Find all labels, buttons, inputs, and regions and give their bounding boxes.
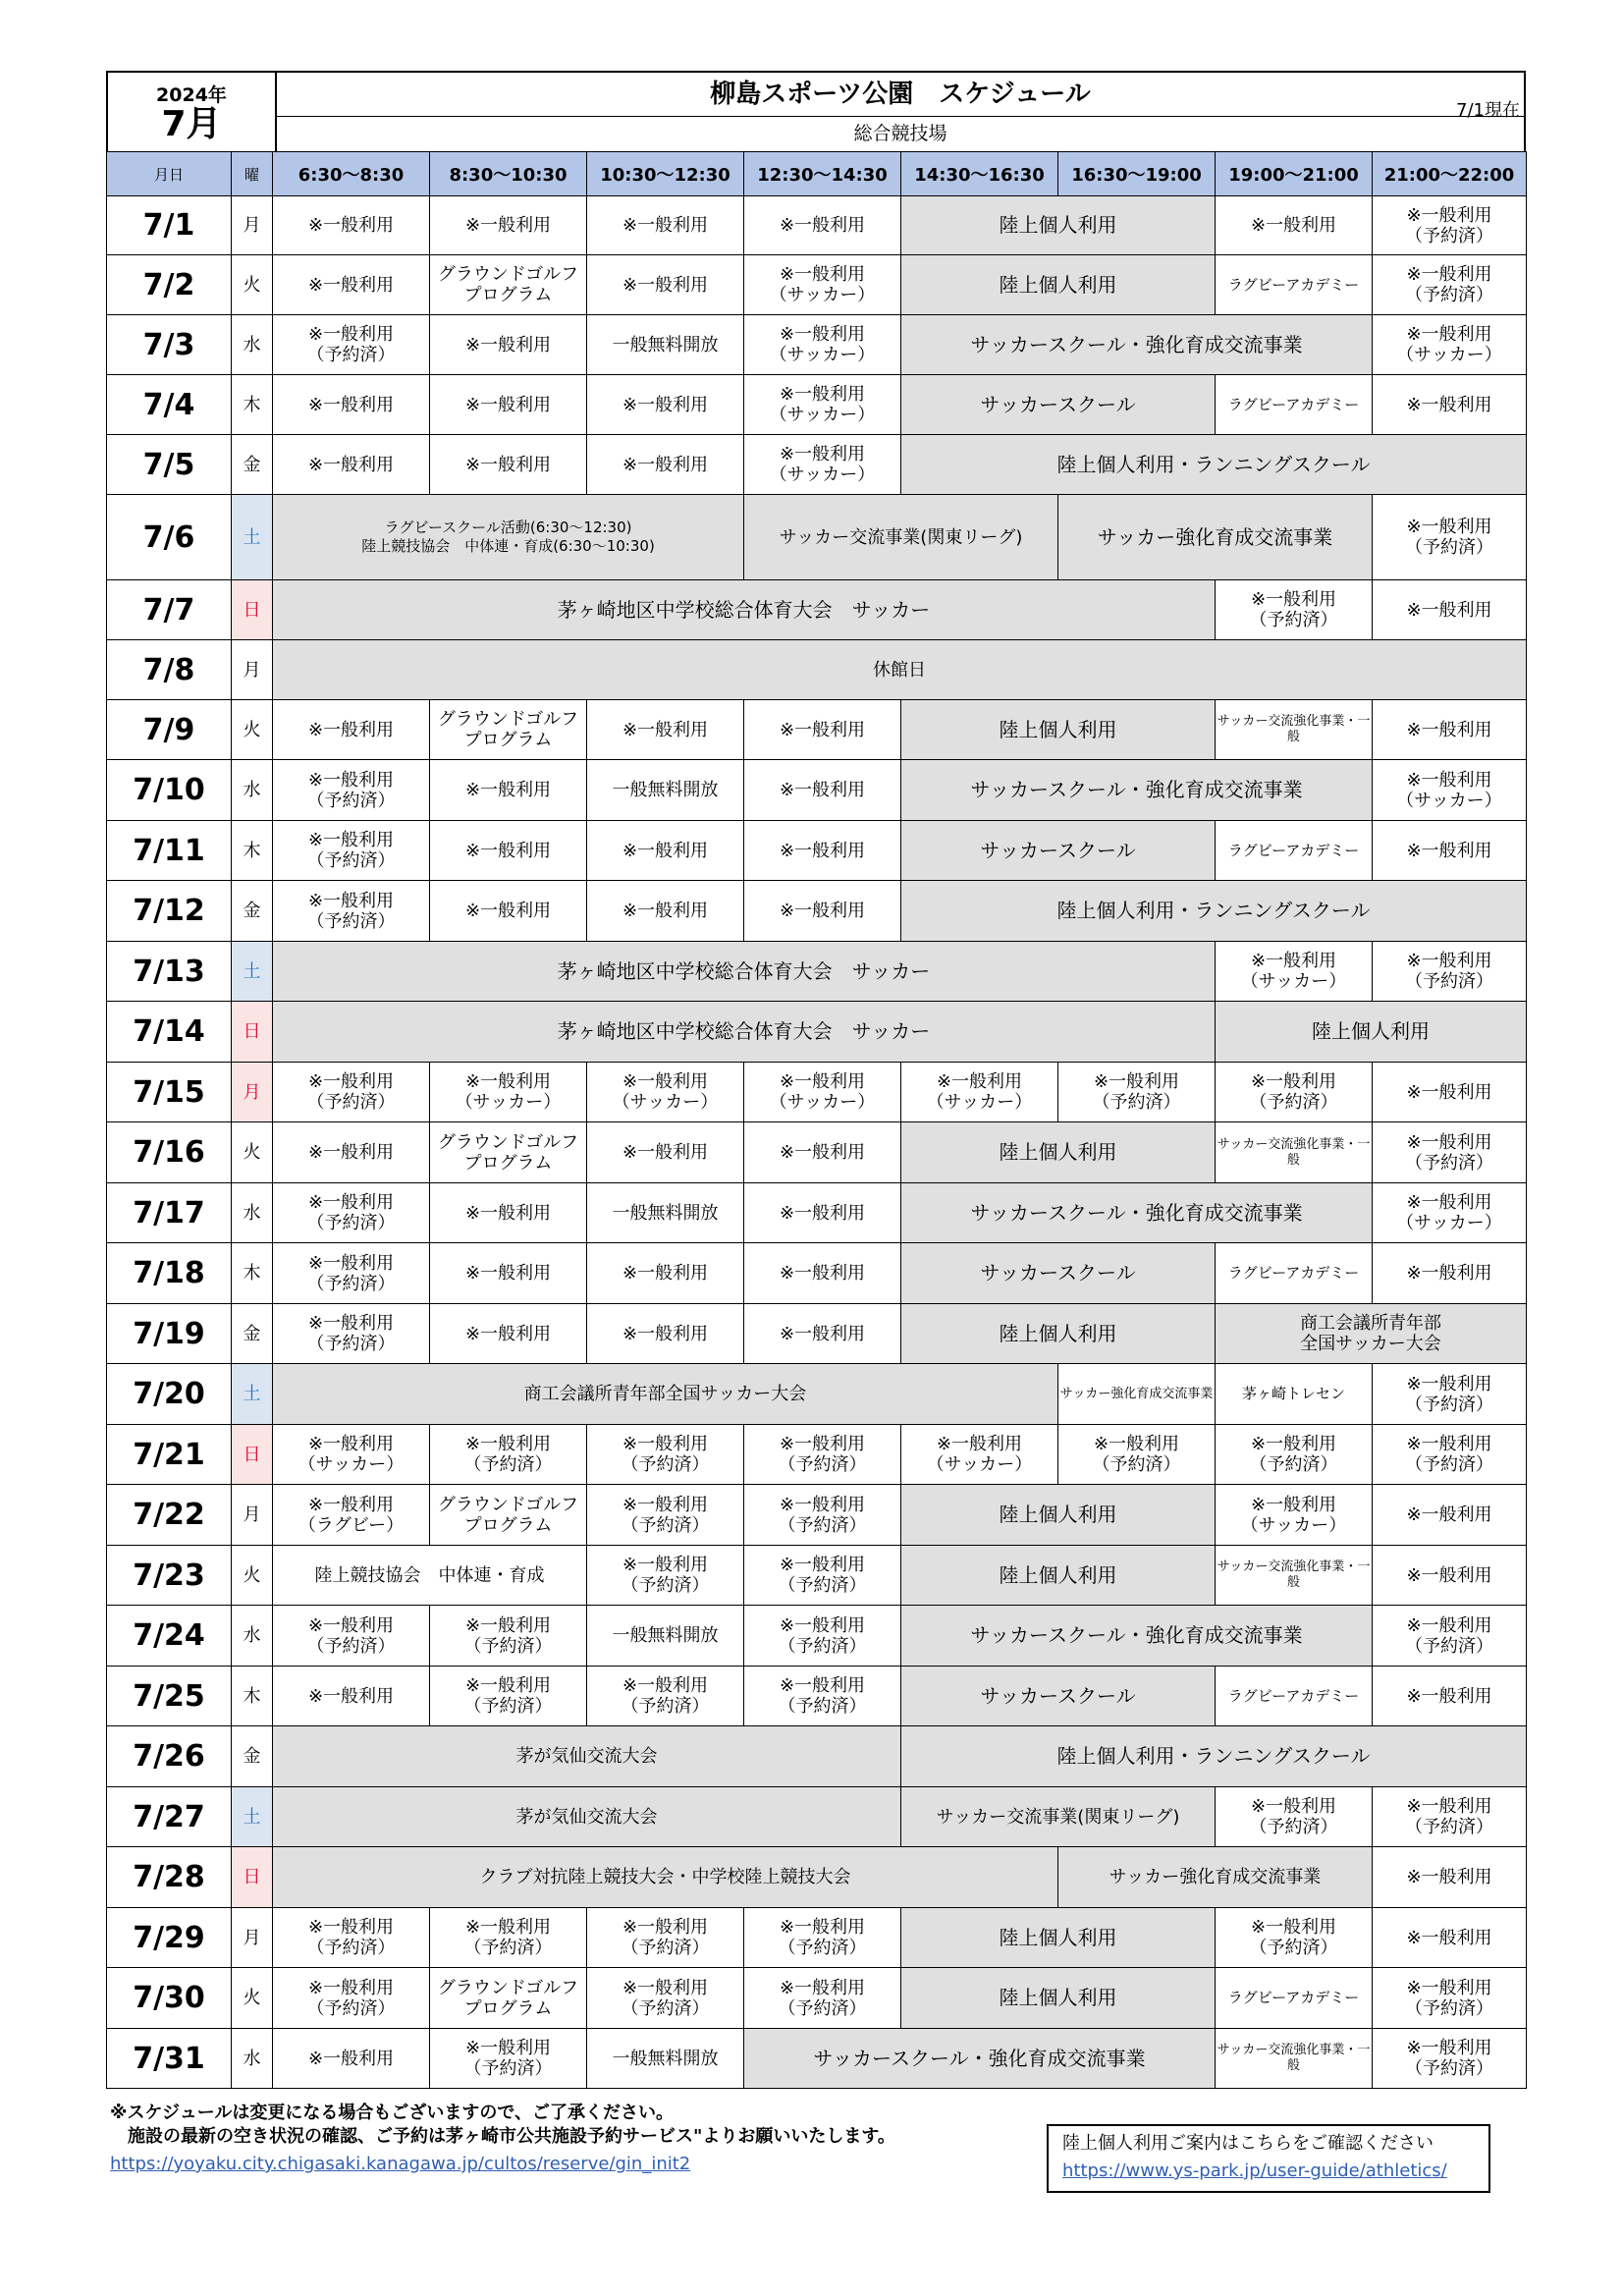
month-label: 7月 — [161, 104, 222, 144]
row-date: 7/29 — [107, 1908, 232, 1968]
row-date: 7/24 — [107, 1606, 232, 1667]
row-date: 7/18 — [107, 1243, 232, 1304]
schedule-cell: ※一般利用 — [587, 821, 744, 881]
row-date: 7/21 — [107, 1425, 232, 1485]
schedule-cell: ※一般利用 （予約済） — [1373, 495, 1527, 580]
schedule-cell: ラグビーアカデミー — [1216, 821, 1373, 881]
schedule-cell: 茅が気仙交流大会 — [273, 1787, 901, 1847]
schedule-cell: サッカースクール — [901, 1243, 1216, 1304]
schedule-cell: ※一般利用 （予約済） — [587, 1425, 744, 1485]
row-weekday: 日 — [232, 1847, 273, 1908]
schedule-cell: ※一般利用 — [587, 1243, 744, 1304]
schedule-cell: 茅が気仙交流大会 — [273, 1726, 901, 1787]
schedule-row — [107, 1243, 1527, 1304]
schedule-row — [107, 1667, 1527, 1726]
schedule-cell: ※一般利用 — [587, 196, 744, 255]
row-weekday: 土 — [232, 495, 273, 580]
schedule-cell: ※一般利用 （予約済） — [430, 1425, 587, 1485]
row-weekday: 月 — [232, 196, 273, 255]
schedule-row — [107, 196, 1527, 255]
time-slot-header: 6:30～8:30 — [273, 152, 430, 196]
schedule-row — [107, 1063, 1527, 1122]
row-weekday: 日 — [232, 1002, 273, 1063]
row-weekday: 金 — [232, 1726, 273, 1787]
row-date: 7/10 — [107, 760, 232, 821]
row-date: 7/16 — [107, 1122, 232, 1183]
schedule-cell: ラグビーアカデミー — [1216, 255, 1373, 315]
schedule-cell: ※一般利用 （予約済） — [1216, 1908, 1373, 1968]
schedule-cell: 休館日 — [273, 640, 1527, 700]
row-weekday: 水 — [232, 1183, 273, 1243]
day-column-header: 曜 — [232, 152, 273, 196]
schedule-row — [107, 580, 1527, 640]
time-slot-header: 19:00～21:00 — [1216, 152, 1373, 196]
schedule-row — [107, 1847, 1527, 1908]
schedule-row — [107, 2029, 1527, 2089]
row-date: 7/17 — [107, 1183, 232, 1243]
row-weekday: 火 — [232, 1968, 273, 2029]
schedule-cell: ※一般利用 （予約済） — [273, 1304, 430, 1364]
schedule-table — [106, 151, 1527, 2089]
schedule-cell: サッカー交流強化事業・一般 — [1216, 2029, 1373, 2089]
schedule-cell: サッカー強化育成交流事業 — [1058, 1847, 1373, 1908]
schedule-cell: ※一般利用 （予約済） — [1216, 1787, 1373, 1847]
schedule-cell: サッカースクール — [901, 1667, 1216, 1726]
row-date: 7/11 — [107, 821, 232, 881]
schedule-row — [107, 375, 1527, 435]
schedule-cell: ※一般利用 （予約済） — [273, 1606, 430, 1667]
schedule-cell: サッカースクール・強化育成交流事業 — [901, 1183, 1373, 1243]
schedule-cell: ※一般利用 — [1373, 1667, 1527, 1726]
schedule-row — [107, 700, 1527, 760]
schedule-cell: ※一般利用 — [744, 821, 901, 881]
row-date: 7/20 — [107, 1364, 232, 1425]
schedule-cell: ※一般利用 （予約済） — [1373, 255, 1527, 315]
schedule-cell: ※一般利用 — [1373, 1485, 1527, 1546]
schedule-row — [107, 1485, 1527, 1546]
schedule-cell: ※一般利用 — [587, 881, 744, 942]
row-weekday: 木 — [232, 1243, 273, 1304]
row-weekday: 月 — [232, 1485, 273, 1546]
schedule-cell: ※一般利用 （予約済） — [430, 1667, 587, 1726]
schedule-cell: ※一般利用 （予約済） — [1058, 1425, 1216, 1485]
row-date: 7/4 — [107, 375, 232, 435]
row-weekday: 水 — [232, 315, 273, 375]
footer-note-2: 施設の最新の空き状況の確認、ご予約は茅ヶ崎市公共施設予約サービス"よりお願いいたします。 — [110, 2126, 895, 2147]
schedule-cell: ※一般利用 — [430, 315, 587, 375]
row-weekday: 月 — [232, 640, 273, 700]
schedule-cell: ※一般利用 — [273, 435, 430, 495]
schedule-cell: ※一般利用 （予約済） — [587, 1908, 744, 1968]
schedule-cell: 茅ヶ崎トレセン — [1216, 1364, 1373, 1425]
schedule-cell: ※一般利用 （予約済） — [744, 1908, 901, 1968]
row-weekday: 金 — [232, 435, 273, 495]
athletics-info-box — [1047, 2124, 1490, 2193]
schedule-cell: サッカースクール・強化育成交流事業 — [901, 315, 1373, 375]
athletics-info-link[interactable]: https://www.ys-park.jp/user-guide/athletics/ — [1062, 2160, 1447, 2181]
row-date: 7/19 — [107, 1304, 232, 1364]
schedule-cell: 陸上個人利用・ランニングスクール — [901, 435, 1527, 495]
schedule-cell: ※一般利用 （予約済） — [1373, 1787, 1527, 1847]
date-column-header: 月日 — [107, 152, 232, 196]
schedule-cell: 一般無料開放 — [587, 2029, 744, 2089]
schedule-row — [107, 315, 1527, 375]
schedule-cell: ※一般利用 — [1373, 375, 1527, 435]
time-slot-header: 21:00～22:00 — [1373, 152, 1527, 196]
schedule-cell: ※一般利用 （予約済） — [587, 1485, 744, 1546]
schedule-cell: 陸上個人利用 — [901, 1908, 1216, 1968]
schedule-cell: 茅ヶ崎地区中学校総合体育大会 サッカー — [273, 942, 1216, 1002]
schedule-cell: サッカースクール — [901, 375, 1216, 435]
schedule-cell: グラウンドゴルフ プログラム — [430, 255, 587, 315]
schedule-cell: ※一般利用 — [587, 435, 744, 495]
schedule-cell: ※一般利用 （予約済） — [744, 1667, 901, 1726]
schedule-cell: 商工会議所青年部 全国サッカー大会 — [1216, 1304, 1527, 1364]
schedule-cell: ※一般利用 — [587, 700, 744, 760]
schedule-cell: ※一般利用 — [587, 1122, 744, 1183]
schedule-row — [107, 821, 1527, 881]
schedule-cell: ※一般利用 — [744, 881, 901, 942]
schedule-cell: ※一般利用 — [430, 375, 587, 435]
schedule-cell: ※一般利用 （予約済） — [744, 1546, 901, 1606]
schedule-cell: クラブ対抗陸上競技大会・中学校陸上競技大会 — [273, 1847, 1058, 1908]
schedule-cell: ※一般利用 — [587, 255, 744, 315]
schedule-cell: ※一般利用 — [273, 196, 430, 255]
schedule-row — [107, 255, 1527, 315]
schedule-cell: ※一般利用 — [430, 196, 587, 255]
schedule-row — [107, 1546, 1527, 1606]
schedule-row — [107, 1364, 1527, 1425]
row-weekday: 月 — [232, 1908, 273, 1968]
schedule-cell: ※一般利用 （予約済） — [430, 1908, 587, 1968]
row-weekday: 土 — [232, 1787, 273, 1847]
schedule-row — [107, 435, 1527, 495]
schedule-cell: ※一般利用 （サッカー） — [744, 435, 901, 495]
footer-note-1: ※スケジュールは変更になる場合もございますので、ご了承ください。 — [110, 2103, 675, 2123]
schedule-cell: ※一般利用 （予約済） — [587, 1667, 744, 1726]
schedule-cell: ※一般利用 （予約済） — [273, 1908, 430, 1968]
schedule-cell: 陸上個人利用 — [901, 1485, 1216, 1546]
schedule-cell: ラグビーアカデミー — [1216, 375, 1373, 435]
schedule-cell: ※一般利用 — [587, 375, 744, 435]
page-title: 柳島スポーツ公園 スケジュール — [277, 73, 1524, 117]
schedule-cell: 一般無料開放 — [587, 760, 744, 821]
row-date: 7/31 — [107, 2029, 232, 2089]
row-weekday: 金 — [232, 881, 273, 942]
schedule-cell: ※一般利用 （サッカー） — [901, 1425, 1058, 1485]
athletics-info-title: 陸上個人利用ご案内はこちらをご確認ください — [1062, 2133, 1434, 2154]
schedule-cell: ラグビーアカデミー — [1216, 1667, 1373, 1726]
schedule-row — [107, 640, 1527, 700]
time-slot-header: 10:30～12:30 — [587, 152, 744, 196]
schedule-cell: グラウンドゴルフ プログラム — [430, 1485, 587, 1546]
schedule-cell: サッカー交流強化事業・一般 — [1216, 700, 1373, 760]
row-date: 7/9 — [107, 700, 232, 760]
schedule-cell: ※一般利用 — [1373, 580, 1527, 640]
schedule-cell: ※一般利用 — [744, 1183, 901, 1243]
schedule-cell: ラグビーアカデミー — [1216, 1968, 1373, 2029]
schedule-cell: サッカー強化育成交流事業 — [1058, 495, 1373, 580]
row-date: 7/13 — [107, 942, 232, 1002]
schedule-row — [107, 881, 1527, 942]
row-weekday: 火 — [232, 255, 273, 315]
schedule-cell: ※一般利用 — [273, 375, 430, 435]
row-weekday: 火 — [232, 700, 273, 760]
schedule-cell: ※一般利用 — [1373, 700, 1527, 760]
schedule-cell: ※一般利用 — [1373, 1243, 1527, 1304]
schedule-cell: ※一般利用 （ラグビー） — [273, 1485, 430, 1546]
schedule-row — [107, 495, 1527, 580]
schedule-cell: サッカー強化育成交流事業 — [1058, 1364, 1216, 1425]
schedule-cell: 陸上個人利用・ランニングスクール — [901, 881, 1527, 942]
schedule-cell: ※一般利用 （予約済） — [273, 1183, 430, 1243]
schedule-row — [107, 1908, 1527, 1968]
schedule-cell: ※一般利用 — [273, 1667, 430, 1726]
row-weekday: 木 — [232, 1667, 273, 1726]
schedule-cell: 陸上個人利用 — [901, 1546, 1216, 1606]
schedule-cell: ※一般利用 — [1373, 1546, 1527, 1606]
schedule-cell: ※一般利用 （予約済） — [744, 1425, 901, 1485]
row-date: 7/22 — [107, 1485, 232, 1546]
schedule-cell: ※一般利用 — [273, 2029, 430, 2089]
schedule-cell: サッカー交流強化事業・一般 — [1216, 1546, 1373, 1606]
schedule-cell: サッカースクール・強化育成交流事業 — [744, 2029, 1216, 2089]
schedule-cell: ※一般利用 — [273, 1122, 430, 1183]
schedule-cell: ※一般利用 （予約済） — [1216, 1063, 1373, 1122]
row-weekday: 木 — [232, 821, 273, 881]
row-weekday: 金 — [232, 1304, 273, 1364]
schedule-row — [107, 1304, 1527, 1364]
row-date: 7/23 — [107, 1546, 232, 1606]
schedule-row — [107, 1606, 1527, 1667]
schedule-cell: 陸上個人利用・ランニングスクール — [901, 1726, 1527, 1787]
schedule-cell: ※一般利用 — [1373, 821, 1527, 881]
schedule-cell: 一般無料開放 — [587, 315, 744, 375]
row-date: 7/26 — [107, 1726, 232, 1787]
row-date: 7/5 — [107, 435, 232, 495]
schedule-row — [107, 1787, 1527, 1847]
schedule-cell: ※一般利用 — [744, 1122, 901, 1183]
time-slot-header: 14:30～16:30 — [901, 152, 1058, 196]
schedule-cell: ※一般利用 （サッカー） — [1216, 942, 1373, 1002]
row-weekday: 火 — [232, 1546, 273, 1606]
schedule-row — [107, 942, 1527, 1002]
schedule-cell: ※一般利用 （予約済） — [1058, 1063, 1216, 1122]
schedule-cell: ※一般利用 （予約済） — [1373, 196, 1527, 255]
schedule-row — [107, 760, 1527, 821]
schedule-cell: ※一般利用 （予約済） — [1373, 1968, 1527, 2029]
time-slot-header: 16:30～19:00 — [1058, 152, 1216, 196]
row-date: 7/14 — [107, 1002, 232, 1063]
row-weekday: 土 — [232, 942, 273, 1002]
schedule-cell: ※一般利用 （予約済） — [1373, 1122, 1527, 1183]
schedule-cell: 一般無料開放 — [587, 1606, 744, 1667]
schedule-cell: ※一般利用 （予約済） — [1373, 1606, 1527, 1667]
schedule-cell: サッカー交流事業(関東リーグ) — [744, 495, 1058, 580]
schedule-cell: ※一般利用 （予約済） — [1216, 1425, 1373, 1485]
schedule-cell: ※一般利用 — [744, 700, 901, 760]
row-weekday: 水 — [232, 760, 273, 821]
schedule-cell: ラグビースクール活動(6:30～12:30) 陸上競技協会 中体連・育成(6:30～10:30) — [273, 495, 744, 580]
reservation-link[interactable]: https://yoyaku.city.chigasaki.kanagawa.jp/cultos/reserve/gin_init2 — [110, 2154, 691, 2174]
schedule-cell: ※一般利用 （予約済） — [744, 1968, 901, 2029]
schedule-row — [107, 1122, 1527, 1183]
row-weekday: 木 — [232, 375, 273, 435]
schedule-header — [106, 71, 1526, 153]
schedule-cell: 陸上個人利用 — [901, 1968, 1216, 2029]
as-of-date: 7/1現在 — [1456, 100, 1520, 121]
schedule-cell: ※一般利用 （予約済） — [273, 1243, 430, 1304]
schedule-cell: ※一般利用 （予約済） — [1216, 580, 1373, 640]
schedule-cell: ※一般利用 （予約済） — [273, 821, 430, 881]
schedule-cell: ※一般利用 — [430, 760, 587, 821]
schedule-cell: 商工会議所青年部全国サッカー大会 — [273, 1364, 1058, 1425]
schedule-cell: ※一般利用 （サッカー） — [901, 1063, 1058, 1122]
schedule-cell: 陸上個人利用 — [901, 196, 1216, 255]
row-date: 7/7 — [107, 580, 232, 640]
row-date: 7/2 — [107, 255, 232, 315]
row-weekday: 火 — [232, 1122, 273, 1183]
schedule-cell: サッカースクール・強化育成交流事業 — [901, 1606, 1373, 1667]
row-date: 7/30 — [107, 1968, 232, 2029]
row-weekday: 水 — [232, 2029, 273, 2089]
schedule-cell: 陸上競技協会 中体連・育成 — [273, 1546, 587, 1606]
schedule-cell: ※一般利用 （サッカー） — [1373, 760, 1527, 821]
row-weekday: 日 — [232, 1425, 273, 1485]
schedule-cell: ※一般利用 （予約済） — [273, 760, 430, 821]
schedule-cell: ※一般利用 （サッカー） — [430, 1063, 587, 1122]
schedule-cell: ※一般利用 — [744, 1243, 901, 1304]
schedule-cell: ※一般利用 （予約済） — [273, 1968, 430, 2029]
schedule-cell: ※一般利用 （予約済） — [430, 1606, 587, 1667]
schedule-cell: ※一般利用 — [430, 1304, 587, 1364]
schedule-cell: ※一般利用 — [1373, 1908, 1527, 1968]
schedule-cell: ※一般利用 （予約済） — [587, 1968, 744, 2029]
schedule-cell: ※一般利用 （予約済） — [1373, 1364, 1527, 1425]
schedule-cell: ※一般利用 — [430, 1183, 587, 1243]
row-weekday: 水 — [232, 1606, 273, 1667]
schedule-cell: ※一般利用 （予約済） — [1373, 2029, 1527, 2089]
schedule-cell: ※一般利用 — [273, 700, 430, 760]
schedule-cell: サッカー交流事業(関東リーグ) — [901, 1787, 1216, 1847]
facility-name: 総合競技場 — [853, 123, 947, 144]
row-weekday: 月 — [232, 1063, 273, 1122]
schedule-cell: ※一般利用 （予約済） — [744, 1485, 901, 1546]
schedule-cell: ※一般利用 — [744, 1304, 901, 1364]
row-date: 7/6 — [107, 495, 232, 580]
row-date: 7/1 — [107, 196, 232, 255]
schedule-cell: ※一般利用 — [1373, 1063, 1527, 1122]
schedule-cell: ※一般利用 （予約済） — [273, 1063, 430, 1122]
schedule-cell: ※一般利用 — [1216, 196, 1373, 255]
row-date: 7/28 — [107, 1847, 232, 1908]
schedule-cell: 茅ヶ崎地区中学校総合体育大会 サッカー — [273, 1002, 1216, 1063]
schedule-cell: ※一般利用 — [430, 435, 587, 495]
schedule-cell: 陸上個人利用 — [901, 1122, 1216, 1183]
schedule-row — [107, 1425, 1527, 1485]
schedule-cell: ※一般利用 （サッカー） — [744, 255, 901, 315]
schedule-cell: ※一般利用 — [744, 196, 901, 255]
schedule-cell: 陸上個人利用 — [901, 1304, 1216, 1364]
schedule-cell: グラウンドゴルフ プログラム — [430, 700, 587, 760]
schedule-cell: ※一般利用 （サッカー） — [587, 1063, 744, 1122]
schedule-cell: ※一般利用 （サッカー） — [273, 1425, 430, 1485]
row-date: 7/8 — [107, 640, 232, 700]
time-slot-header: 12:30～14:30 — [744, 152, 901, 196]
row-weekday: 日 — [232, 580, 273, 640]
schedule-cell: ※一般利用 （予約済） — [744, 1606, 901, 1667]
column-header-row — [107, 152, 1527, 196]
schedule-cell: ※一般利用 — [430, 881, 587, 942]
schedule-cell: ※一般利用 （予約済） — [430, 2029, 587, 2089]
schedule-cell: ※一般利用 （サッカー） — [744, 375, 901, 435]
schedule-cell: ※一般利用 （サッカー） — [1373, 315, 1527, 375]
schedule-cell: 茅ヶ崎地区中学校総合体育大会 サッカー — [273, 580, 1216, 640]
row-date: 7/27 — [107, 1787, 232, 1847]
row-weekday: 土 — [232, 1364, 273, 1425]
schedule-cell: 陸上個人利用 — [901, 700, 1216, 760]
schedule-cell: ※一般利用 （予約済） — [273, 881, 430, 942]
schedule-cell: ※一般利用 — [430, 1243, 587, 1304]
row-date: 7/15 — [107, 1063, 232, 1122]
schedule-cell: ※一般利用 （予約済） — [273, 315, 430, 375]
time-slot-header: 8:30～10:30 — [430, 152, 587, 196]
year-label: 2024年 — [156, 84, 227, 106]
schedule-cell: ※一般利用 — [273, 255, 430, 315]
schedule-cell: サッカースクール・強化育成交流事業 — [901, 760, 1373, 821]
schedule-cell: 一般無料開放 — [587, 1183, 744, 1243]
schedule-cell: ※一般利用 （予約済） — [1373, 1425, 1527, 1485]
schedule-cell: ※一般利用 — [1373, 1847, 1527, 1908]
year-month-box — [108, 73, 277, 151]
schedule-cell: ※一般利用 （サッカー） — [1373, 1183, 1527, 1243]
schedule-cell: サッカー交流強化事業・一般 — [1216, 1122, 1373, 1183]
schedule-cell: 陸上個人利用 — [901, 255, 1216, 315]
schedule-cell: ※一般利用 — [430, 821, 587, 881]
schedule-cell: ラグビーアカデミー — [1216, 1243, 1373, 1304]
schedule-cell: 陸上個人利用 — [1216, 1002, 1527, 1063]
schedule-cell: ※一般利用 （予約済） — [1373, 942, 1527, 1002]
schedule-cell: グラウンドゴルフ プログラム — [430, 1122, 587, 1183]
row-date: 7/3 — [107, 315, 232, 375]
row-date: 7/12 — [107, 881, 232, 942]
schedule-cell: ※一般利用 （サッカー） — [1216, 1485, 1373, 1546]
schedule-cell: ※一般利用 — [744, 760, 901, 821]
schedule-row — [107, 1002, 1527, 1063]
schedule-cell: グラウンドゴルフ プログラム — [430, 1968, 587, 2029]
schedule-row — [107, 1726, 1527, 1787]
schedule-cell: サッカースクール — [901, 821, 1216, 881]
schedule-cell: ※一般利用 （サッカー） — [744, 1063, 901, 1122]
schedule-cell: ※一般利用 （予約済） — [587, 1546, 744, 1606]
schedule-row — [107, 1183, 1527, 1243]
schedule-cell: ※一般利用 — [587, 1304, 744, 1364]
schedule-row — [107, 1968, 1527, 2029]
schedule-cell: ※一般利用 （サッカー） — [744, 315, 901, 375]
row-date: 7/25 — [107, 1667, 232, 1726]
